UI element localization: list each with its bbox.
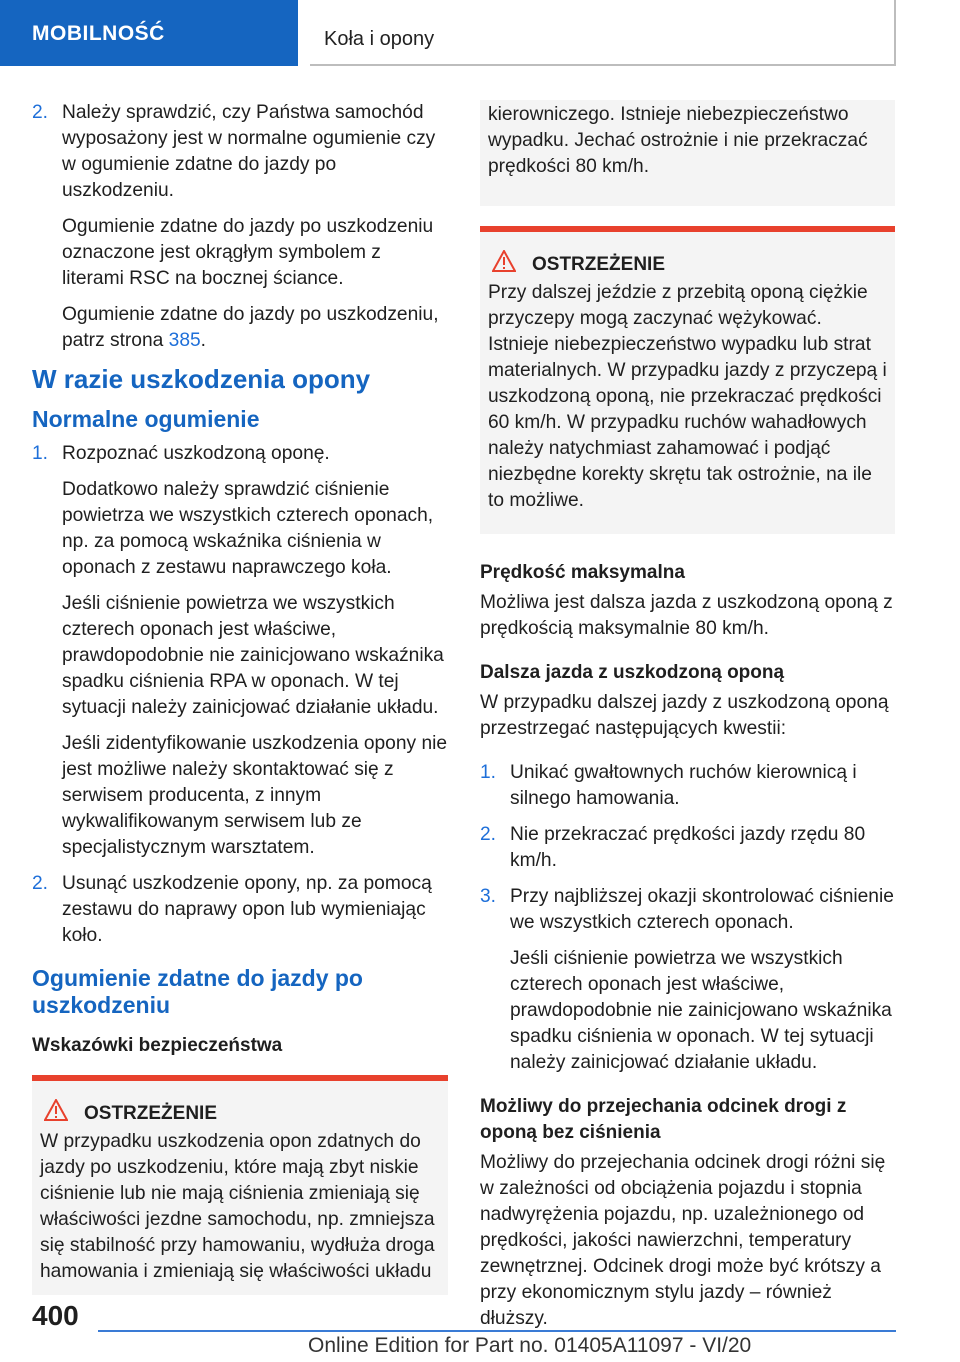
paragraph: Ogumienie zdatne do jazdy po uszkodzeniu oznaczone jest okrągłym symbolem z literami RSC na bocznej ściance. [62, 216, 434, 289]
chapter-title: Koła i opony [324, 28, 435, 50]
paragraph: Dodatkowo należy sprawdzić ciśnienie powietrza we wszystkich czterech oponach, np. za pomocą wskaźnika ciśnienia w oponach z zestawu naprawczego koła. [62, 479, 434, 578]
footer-divider [98, 1330, 896, 1332]
warning-box-continued [480, 100, 895, 206]
paragraph: Ogumienie zdatne do jazdy po uszkodzeniu, patrz strona 385. [62, 304, 439, 351]
paragraph: Usunąć uszkodzenie opony, np. za pomocą zestawu do naprawy opon lub wymieniając koło. [62, 873, 432, 946]
item-number: 2. [480, 824, 497, 845]
list-item [480, 760, 895, 812]
list-item [32, 441, 448, 861]
subsection-heading: Normalne ogumienie [32, 406, 260, 432]
list-item [480, 822, 895, 874]
item-number: 1. [32, 443, 49, 464]
item-number: 3. [480, 886, 497, 907]
list-item [480, 884, 895, 1076]
paragraph: W przypadku dalszej jazdy z uszkodzoną oponą przestrzegać następujących kwestii: [480, 692, 889, 739]
chapter-tab [310, 0, 896, 66]
warning-text: W przypadku uszkodzenia opon zdatnych do jazdy po uszkodzeniu, które mają zbyt niskie ciśnienie lub nie mają ciśnienia zmieniają się właściwości jezdne samochodu, np. zmniejsza się stabilność przy hamowaniu, wydłuża droga hamowania i zmieniają się właściwości układu [40, 1131, 435, 1282]
item-number: 2. [32, 873, 49, 894]
warning-triangle-icon [44, 1099, 70, 1129]
paragraph: Unikać gwałtownych ruchów kierownicą i silnego hamowania. [510, 762, 857, 809]
warning-title-row [488, 250, 887, 276]
minor-heading: Prędkość maksymalna [480, 562, 685, 583]
left-column [32, 100, 448, 1295]
list-item [32, 871, 448, 949]
item-number: 2. [32, 102, 49, 123]
paragraph: Możliwa jest dalsza jazda z uszkodzoną oponą z prędkością maksymalnie 80 km/h. [480, 592, 893, 639]
warning-text: Przy dalszej jeździe z przebitą oponą ciężkie przyczepy mogą zaczynać wężykować. Istnieje niebezpieczeństwo wypadku lub strat materialnych. W przypadku jazdy z przyczepą i uszkodzoną oponą, nie przekraczać prędkości 60 km/h. W przypadku ruchów wahadłowych należy natychmiast zahamować i podjąć niezbędne korekty skrętu tak ostrożnie, na ile to możliwe. [488, 282, 887, 511]
paragraph: Nie przekraczać prędkości jazdy rzędu 80 km/h. [510, 824, 866, 871]
paragraph: Rozpoznać uszkodzoną oponę. [62, 443, 330, 464]
page-header [0, 0, 960, 66]
minor-heading: Możliwy do przejechania odcinek drogi z oponą bez ciśnienia [480, 1096, 847, 1143]
right-column [480, 100, 895, 1342]
section-tab[interactable] [0, 0, 298, 66]
section-heading: W razie uszkodzenia opony [32, 364, 371, 394]
edition-note: Online Edition for Part no. 01405A11097 - VI/20 [308, 1334, 752, 1357]
warning-box [480, 226, 895, 534]
warning-title: OSTRZEŻENIE [532, 254, 666, 276]
paragraph: Jeśli zidentyfikowanie uszkodzenia opony nie jest możliwe należy skontaktować się z serwisem producenta, z innym wykwalifikowanym serwisem lub ze specjalistycznym warsztatem. [62, 733, 448, 858]
warning-text: kierowniczego. Istnieje niebezpieczeństwo wypadku. Jechać ostrożnie i nie przekraczać prędkości 80 km/h. [488, 104, 868, 177]
paragraph: Jeśli ciśnienie powietrza we wszystkich czterech oponach jest właściwe, prawdopodobnie nie zainicjowano wskaźnika spadku ciśnienia w oponach. W tej sytuacji należy zainicjować działanie układu. [510, 948, 892, 1073]
list-item [32, 100, 448, 354]
paragraph: Jeśli ciśnienie powietrza we wszystkich czterech oponach jest właściwe, prawdopodobnie nie zainicjowano wskaźnika spadku ciśnienia RPA w oponach. W tej sytuacji należy zainicjować działanie układu. [62, 593, 444, 718]
paragraph: Możliwy do przejechania odcinek drogi różni się w zależności od obciążenia pojazdu i stopnia nadwyrężenia pojazdu, np. uzależnionego od prędkości, jakości nawierzchni, temperatury zewnętrznej. Odcinek drogi może być krótszy a przy ekonomicznym stylu jazdy – również dłuższy. [480, 1152, 886, 1329]
page-link[interactable]: 385 [168, 330, 201, 351]
subsection-heading: Ogumienie zdatne do jazdy po uszkodzeniu [32, 965, 363, 1018]
warning-triangle-icon [492, 250, 518, 280]
item-number: 1. [480, 762, 497, 783]
warning-box [32, 1075, 448, 1295]
warning-title: OSTRZEŻENIE [84, 1103, 218, 1125]
minor-heading: Wskazówki bezpieczeństwa [32, 1035, 283, 1056]
paragraph: Przy najbliższej okazji skontrolować ciśnienie we wszystkich czterech oponach. [510, 886, 894, 933]
section-title: MOBILNOŚĆ [32, 22, 165, 45]
warning-title-row [40, 1099, 440, 1125]
paragraph: Należy sprawdzić, czy Państwa samochód wyposażony jest w normalne ogumienie czy w ogumienie zdatne do jazdy po uszkodzeniu. [62, 102, 436, 201]
page-number: 400 [32, 1300, 79, 1331]
minor-heading: Dalsza jazda z uszkodzoną oponą [480, 662, 785, 683]
